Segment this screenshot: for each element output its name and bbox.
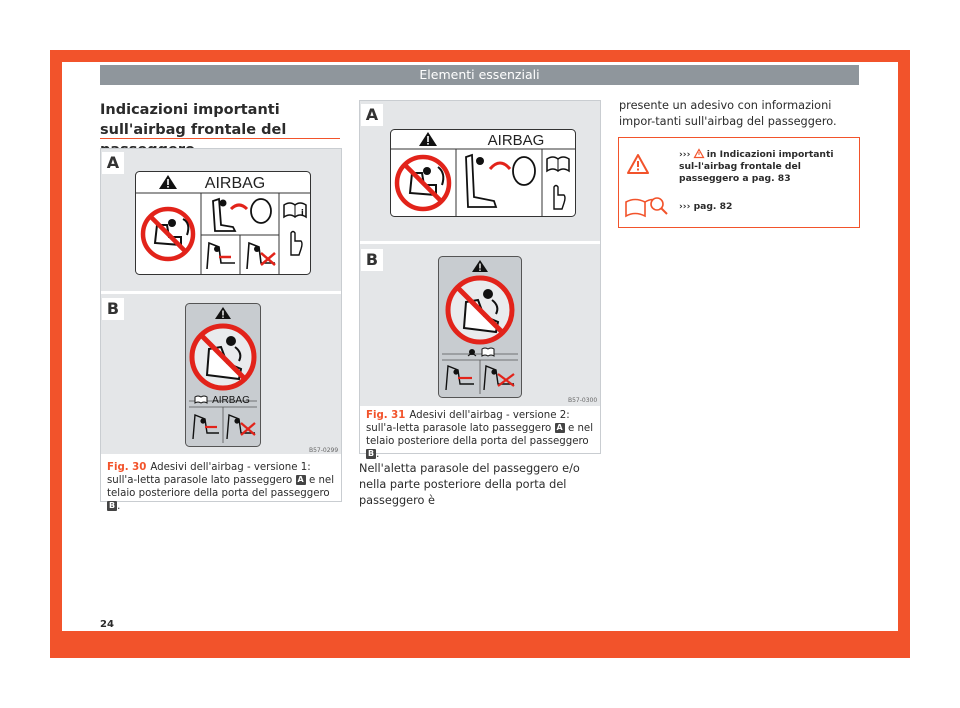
figure-30: [100, 148, 342, 512]
figure-30-caption-text-2: e nel telaio posteriore della porta del passeggero: [107, 475, 335, 499]
right-paragraph: presente un adesivo con informazioni impor-tanti sull'airbag del passeggero.: [619, 99, 837, 128]
note-book-ref: [679, 201, 851, 213]
manual-icon: [482, 348, 494, 356]
figure-31-key-b: B: [368, 449, 375, 458]
page-number: 24: [100, 619, 114, 630]
figure-31-caption-text-2: e nel telaio posteriore della porta del passeggero: [366, 423, 594, 447]
figure-31-caption-text-1: Adesivi dell'airbag - versione 2: sull'a-letta parasole lato passeggero: [366, 410, 570, 434]
airbag-sticker-a: [390, 129, 576, 217]
no-child-seat-icon: [192, 326, 254, 388]
manual-icon: [195, 396, 207, 403]
manual-icon: [547, 157, 569, 171]
figure-31-label-a: A: [361, 104, 383, 126]
figure-31-caption: [366, 409, 594, 461]
warning-triangle-icon: [627, 154, 649, 174]
sticker-b-title: AIRBAG: [212, 395, 250, 406]
figure-31-caption-end: .: [376, 449, 380, 460]
airbag-sticker-b: [185, 303, 261, 447]
manual-icon: [284, 203, 306, 217]
note-book-arrows: ›››: [679, 201, 691, 212]
figure-31-label-b: B: [361, 249, 383, 271]
note-warning-link[interactable]: in Indicazioni importanti sul-l'airbag frontale del passeggero a pag. 83: [679, 149, 834, 184]
section-title: Indicazioni importanti sull'airbag frontale del: [100, 102, 287, 138]
open-book-icon: [623, 194, 669, 218]
figure-31: [359, 100, 601, 460]
figure-30-caption: [107, 461, 335, 513]
figure-30-key-a: A: [297, 475, 304, 484]
note-box: [618, 137, 860, 228]
figure-30-label-a: A: [102, 152, 124, 174]
note-warning-arrows: ›››: [679, 149, 691, 160]
figure-31-key-a: A: [556, 423, 563, 432]
figure-30-number: Fig. 30: [107, 462, 147, 473]
title-divider: [100, 138, 340, 139]
figure-30-key-b: B: [109, 501, 116, 510]
airbag-sticker-b: [438, 256, 522, 398]
chapter-header: Elementi essenziali: [100, 65, 859, 85]
figure-30-code: B57-0299: [309, 447, 339, 454]
mid-paragraph: Nell'aletta parasole del passeggero e/o nella parte posteriore della porta del passeggero è: [359, 462, 580, 507]
figure-30-caption-text-1: Adesivi dell'airbag - versione 1: sull'a-letta parasole lato passeggero: [107, 462, 311, 486]
figure-31-code: B57-0300: [568, 397, 598, 404]
no-child-seat-icon: [448, 278, 512, 342]
figure-31-number: Fig. 31: [366, 410, 406, 421]
sticker-a-title: AIRBAG: [487, 132, 545, 149]
note-warning-ref: [679, 149, 851, 185]
small-warning-icon: [694, 149, 704, 158]
airbag-sticker-a: [135, 171, 311, 275]
svg-text:i: i: [301, 208, 304, 217]
sticker-a-title: AIRBAG: [204, 175, 266, 192]
note-book-link[interactable]: pag. 82: [693, 201, 733, 212]
figure-30-caption-end: .: [117, 501, 121, 512]
figure-30-label-b: B: [102, 298, 124, 320]
